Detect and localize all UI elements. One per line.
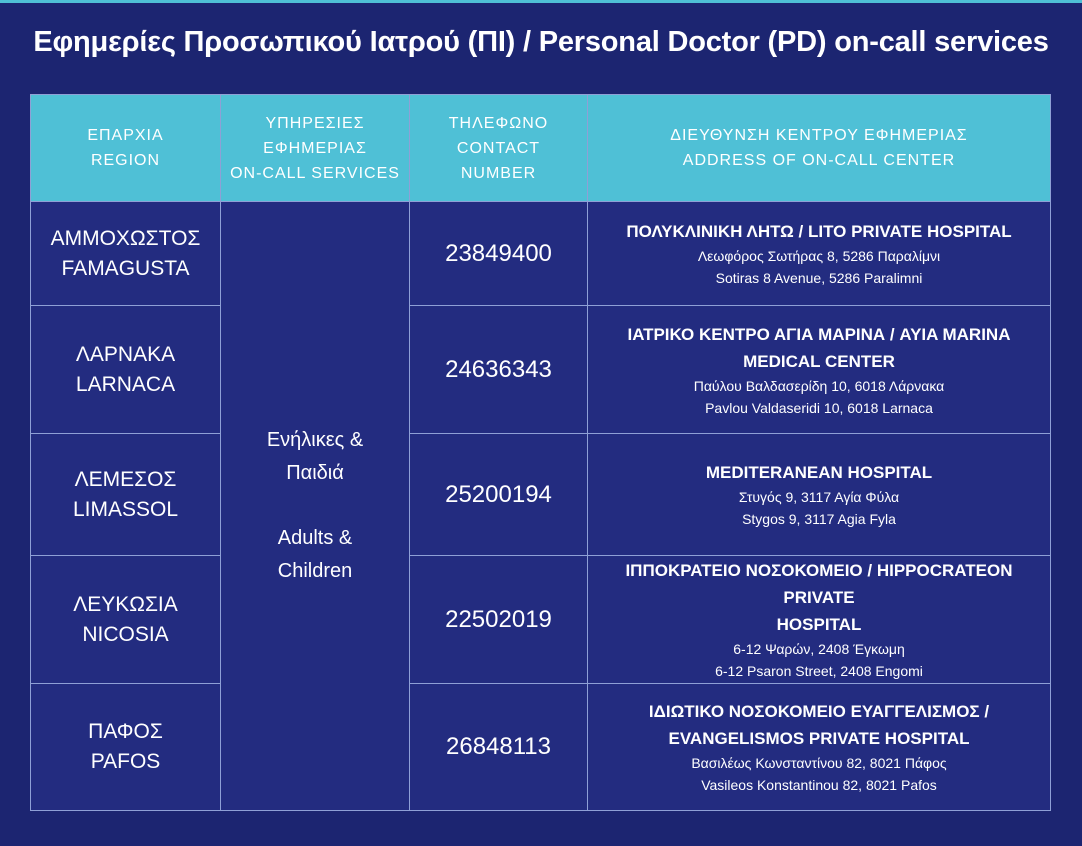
on-call-table	[30, 94, 1051, 811]
header-line: ΕΠΑΡΧΙΑ	[87, 127, 164, 144]
region-cell	[31, 306, 221, 434]
header-region	[31, 95, 221, 202]
region-greek: ΛΕΜΕΣΟΣ	[74, 467, 177, 491]
table-row	[31, 556, 1051, 684]
region-english: LARNACA	[75, 372, 176, 396]
services-greek-line: Ενήλικες &	[266, 429, 364, 451]
header-line: CONTACT	[456, 139, 541, 157]
table-row	[31, 684, 1051, 811]
center-name: ΠΟΛΥΚΛΙΝΙΚΗ ΛΗΤΩ / LITO PRIVATE HOSPITAL	[626, 222, 1012, 241]
phone-number[interactable]: 23849400	[410, 202, 588, 306]
services-english-line: Adults &	[277, 527, 353, 549]
region-cell	[31, 434, 221, 556]
header-phone	[410, 95, 588, 202]
services-english-line: Children	[277, 560, 353, 582]
center-name: ΙΑΤΡΙΚΟ ΚΕΝΤΡΟ ΑΓΙΑ ΜΑΡΙΝΑ / AYIA MARINA	[627, 324, 1011, 344]
header-line: NUMBER	[460, 164, 537, 182]
header-line: ΕΦΗΜΕΡΙΑΣ	[263, 139, 367, 157]
address-greek: Στυγός 9, 3117 Αγία Φύλα	[738, 489, 900, 505]
address-cell	[588, 434, 1051, 556]
header-line: ΥΠΗΡΕΣΙΕΣ	[265, 114, 365, 132]
region-cell	[31, 556, 221, 684]
address-english: 6-12 Psaron Street, 2408 Engomi	[715, 663, 923, 679]
center-name: MEDITERANEAN HOSPITAL	[705, 463, 933, 482]
header-line: ΤΗΛΕΦΩΝΟ	[448, 114, 549, 132]
address-cell	[588, 202, 1051, 306]
region-greek: ΠΑΦΟΣ	[88, 720, 163, 743]
header-line: REGION	[90, 152, 161, 169]
address-english: Stygos 9, 3117 Agia Fyla	[742, 511, 896, 527]
region-english: NICOSIA	[82, 622, 169, 646]
center-name: ΙΠΠΟΚΡΑΤΕΙΟ ΝΟΣΟΚΟΜΕΙΟ / HIPPOCRATEON PRIVATE	[625, 561, 1013, 607]
header-services	[221, 95, 410, 202]
table-header-row	[31, 95, 1051, 202]
region-greek: ΛΕΥΚΩΣΙΑ	[73, 592, 178, 616]
address-english: Vasileos Konstantinou 82, 8021 Pafos	[701, 777, 937, 793]
page-title: Εφημερίες Προσωπικού Ιατρού (ΠΙ) / Personal Doctor (PD) on-call services	[33, 26, 1049, 58]
address-english: Pavlou Valdaseridi 10, 6018 Larnaca	[705, 399, 933, 416]
address-english: Sotiras 8 Avenue, 5286 Paralimni	[715, 270, 923, 286]
center-name: HOSPITAL	[776, 615, 862, 634]
center-name: MEDICAL CENTER	[743, 351, 895, 371]
region-english: FAMAGUSTA	[61, 256, 190, 280]
table-row	[31, 202, 1051, 306]
address-greek: Παύλου Βαλδασερίδη 10, 6018 Λάρνακα	[693, 377, 945, 394]
region-greek: ΛΑΡΝΑΚΑ	[75, 342, 176, 366]
address-greek: 6-12 Ψαρών, 2408 Έγκωμη	[733, 641, 905, 657]
phone-number[interactable]: 24636343	[410, 306, 588, 434]
region-english: PAFOS	[90, 750, 161, 773]
address-greek: Βασιλέως Κωνσταντίνου 82, 8021 Πάφος	[691, 755, 947, 771]
address-cell	[588, 556, 1051, 684]
region-cell	[31, 684, 221, 811]
region-greek: ΑΜΜΟΧΩΣΤΟΣ	[50, 226, 201, 250]
center-name: EVANGELISMOS PRIVATE HOSPITAL	[668, 729, 970, 748]
phone-number[interactable]: 26848113	[410, 684, 588, 811]
address-cell	[588, 684, 1051, 811]
region-english: LIMASSOL	[72, 497, 179, 521]
center-name: ΙΔΙΩΤΙΚΟ ΝΟΣΟΚΟΜΕΙΟ ΕΥΑΓΓΕΛΙΣΜΟΣ /	[648, 702, 990, 721]
header-address	[588, 95, 1051, 202]
header-line: ADDRESS OF ON-CALL CENTER	[682, 152, 956, 169]
address-cell	[588, 306, 1051, 434]
phone-number[interactable]: 25200194	[410, 434, 588, 556]
phone-number[interactable]: 22502019	[410, 556, 588, 684]
table-row	[31, 434, 1051, 556]
header-line: ΔΙΕΥΘΥΝΣΗ ΚΕΝΤΡΟΥ ΕΦΗΜΕΡΙΑΣ	[670, 127, 968, 144]
region-cell	[31, 202, 221, 306]
services-greek-line: Παιδιά	[286, 462, 344, 484]
header-line: ON-CALL SERVICES	[230, 164, 400, 182]
table-row	[31, 306, 1051, 434]
services-cell	[221, 202, 410, 811]
address-greek: Λεωφόρος Σωτήρας 8, 5286 Παραλίμνι	[697, 248, 941, 264]
